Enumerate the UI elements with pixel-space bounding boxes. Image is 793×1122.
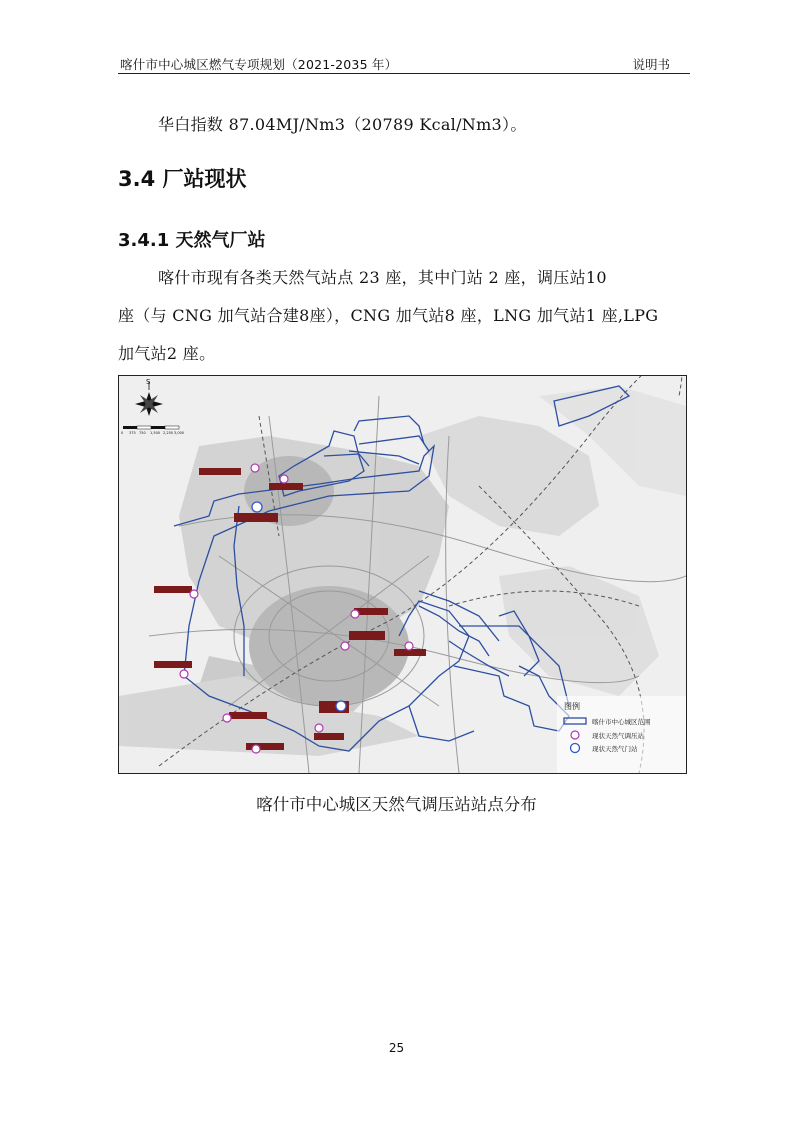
station-distribution-map	[118, 375, 687, 774]
paragraph-line-1: 喀什市现有各类天然气站点 23 座，其中门站 2 座，调压站10	[158, 268, 607, 287]
header-doc-type: 说明书	[632, 57, 670, 72]
compass-letter: S	[146, 378, 151, 386]
figure-caption: 喀什市中心城区天然气调压站站点分布	[256, 795, 537, 814]
scale-labels	[121, 431, 184, 435]
wobbe-index-line: 华白指数 87.04MJ/Nm3（20789 Kcal/Nm3）。	[158, 115, 527, 134]
scale-label: 375	[129, 431, 136, 435]
paragraph-line-3: 加气站2 座。	[118, 344, 216, 363]
legend-title: 图例	[564, 702, 580, 711]
scale-label: 2,250	[163, 431, 174, 435]
scale-label: 1,500	[150, 431, 161, 435]
scale-label: 750	[139, 431, 146, 435]
scale-label: 0	[121, 431, 124, 435]
legend-item-pressure-station: 现状天然气调压站	[592, 732, 644, 740]
map-legend	[557, 696, 686, 773]
legend-item-boundary: 喀什市中心城区范围	[592, 718, 651, 726]
legend-item-gate-station: 现状天然气门站	[592, 745, 638, 753]
header-title: 喀什市中心城区燃气专项规划（2021-2035 年）	[120, 57, 398, 72]
gate-station-icon	[571, 744, 580, 753]
scale-bar	[123, 426, 179, 429]
subsection-title: 3.4.1 天然气厂站	[118, 230, 266, 251]
header-rule	[118, 73, 690, 74]
pressure-station-icon	[571, 731, 579, 739]
scale-label: 3,000	[174, 431, 185, 435]
page-number: 25	[388, 1041, 405, 1055]
section-title: 3.4 厂站现状	[118, 167, 247, 191]
paragraph-line-2: 座（与 CNG 加气站合建8座），CNG 加气站8 座，LNG 加气站1 座,LPG	[118, 306, 659, 325]
